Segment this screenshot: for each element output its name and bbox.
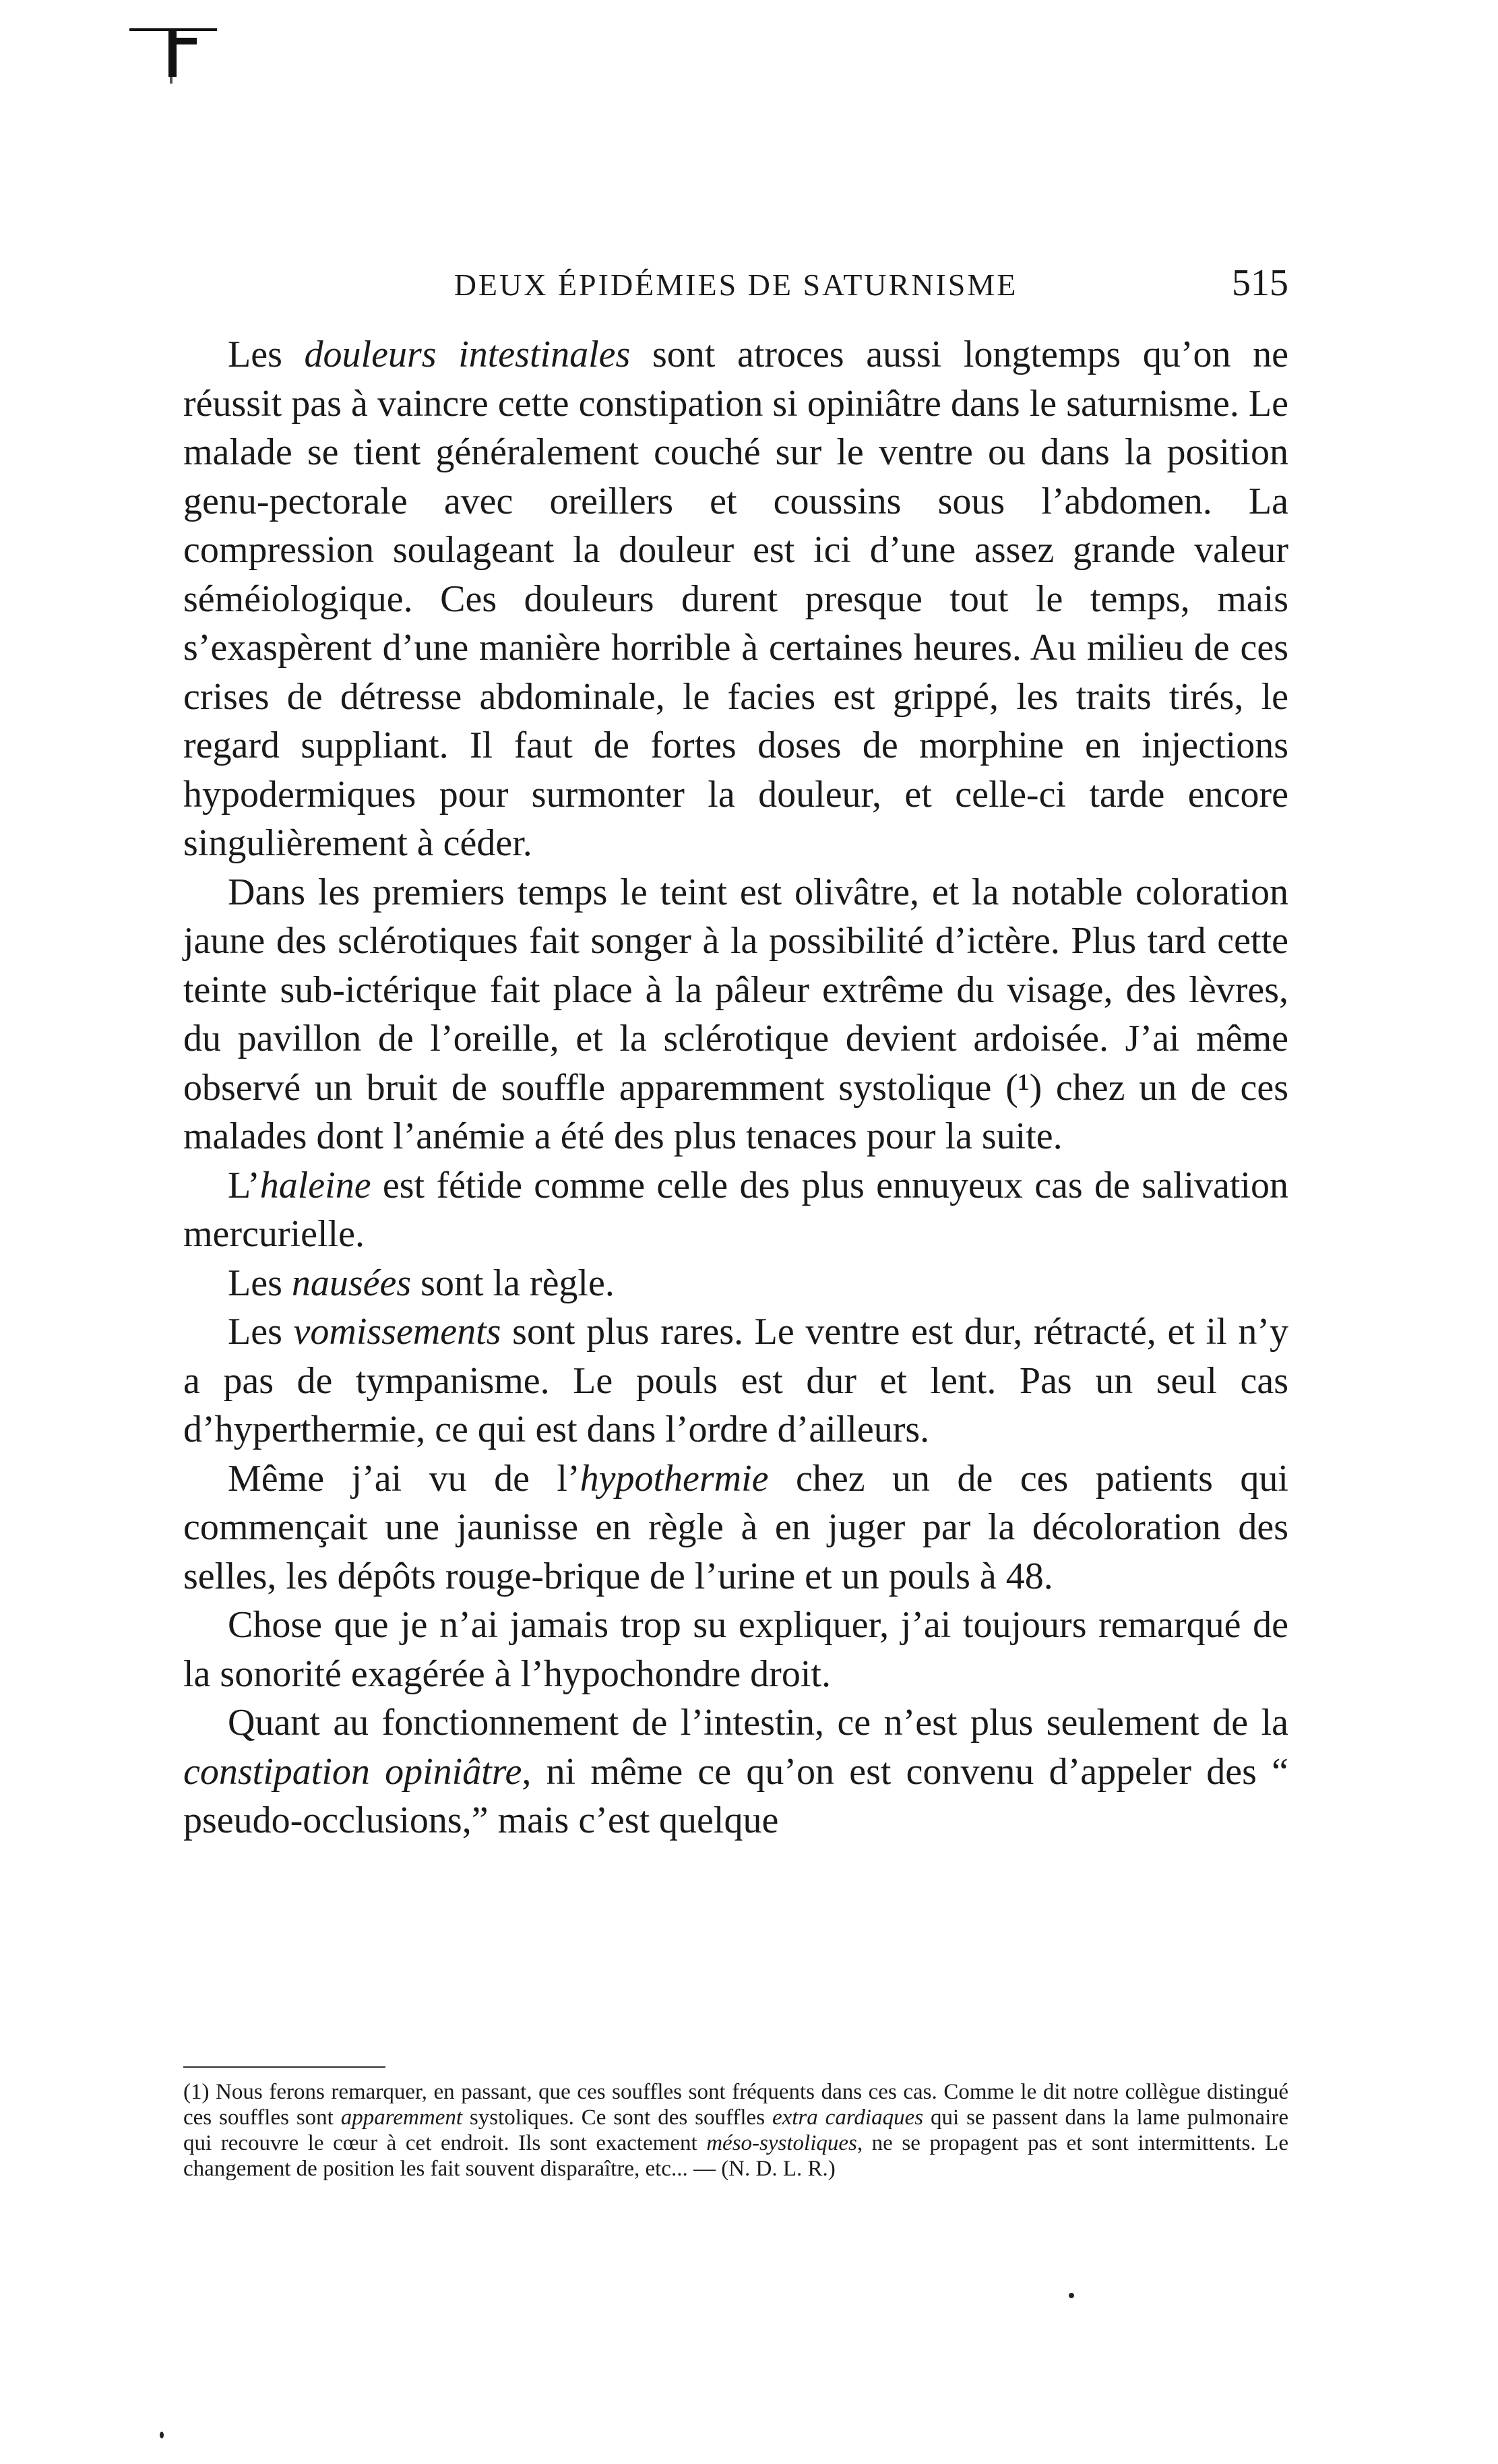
footnote (183, 2079, 1288, 2182)
paragraph (183, 1601, 1288, 1698)
scan-corner-mark (129, 15, 224, 89)
page-number: 515 (1232, 262, 1288, 304)
paragraph (183, 330, 1288, 868)
paragraph (183, 1454, 1288, 1601)
text-run: est fétide comme celle des plus ennuyeux cas de salivation mercurielle. (183, 1164, 1288, 1255)
text-run: sont atroces aussi longtemps qu’on ne réussit pas à vaincre cette constipation si opiniâtre dans le saturnisme. Le malade se tient généralement couché sur le ventre ou dans la position genu-pectorale avec oreillers et coussins sous l’abdomen. La compression soulageant la douleur est ici d’une assez grande valeur séméiologique. Ces douleurs durent presque tout le temps, mais s’exaspèrent d’une manière horrible à certaines heures. Au milieu de ces crises de détresse abdominale, le facies est grippé, les traits tirés, le regard suppliant. Il faut de fortes doses de morphine en injections hypodermiques pour surmonter la douleur, et celle-ci tarde encore singulièrement à céder. (183, 334, 1289, 864)
paragraph (183, 868, 1288, 1161)
italic-run: vomissements (293, 1311, 501, 1353)
text-run: Même j’ai vu de l’ (228, 1457, 580, 1500)
scan-speck (160, 2432, 164, 2438)
italic-run: hypothermie (580, 1457, 769, 1500)
page-header (183, 261, 1288, 315)
text-run: Les (228, 334, 305, 375)
italic-run: haleine (259, 1164, 371, 1206)
italic-run: extra cardiaques (772, 2105, 924, 2130)
text-run: sont plus rares. Le ventre est dur, rétracté, et il n’y a pas de tympanisme. Le pouls est dur et lent. Pas un seul cas d’hyperthermie, ce qui est dans l’ordre d’ailleurs. (183, 1311, 1288, 1450)
scan-speck (1069, 2293, 1074, 2298)
running-title: DEUX ÉPIDÉMIES DE SATURNISME (454, 268, 1018, 302)
paragraph (183, 1698, 1288, 1845)
italic-run: douleurs intestinales (304, 334, 631, 375)
text-run: L’ (228, 1164, 260, 1206)
paragraph (183, 1259, 1288, 1308)
text-run: , ni même ce qu’on est convenu d’appeler des “ pseudo-occlusions,” mais c’est quelque (183, 1750, 1288, 1841)
paragraph (183, 1307, 1288, 1454)
text-run: Les (228, 1262, 292, 1304)
text-run: qui se passent dans la lame pulmonaire qui recouvre le cœur à cet endroit. Ils sont exactement (183, 2105, 1288, 2155)
italic-run: nausées (291, 1262, 412, 1304)
text-run: (1) Nous ferons remarquer, en passant, que ces souffles sont fréquents dans ces cas. Comme le dit notre collègue distingué ces souffles sont (183, 2080, 1288, 2130)
italic-run: méso-systoliques (706, 2131, 857, 2155)
text-run: systoliques. Ce sont des souffles (462, 2105, 772, 2130)
paragraph (183, 1161, 1288, 1259)
text-run: Dans les premiers temps le teint est olivâtre, et la notable coloration jaune des sclérotiques fait songer à la possibilité d’ictère. Plus tard cette teinte sub-ictérique fait place à la pâleur extrême du visage, des lèvres, du pavillon de l’oreille, et la sclérotique devient ardoisée. J’ai même observé un bruit de souffle apparemment systolique (¹) chez un de ces malades dont l’anémie a été des plus tenaces pour la suite. (183, 871, 1288, 1157)
text-run: sont la règle. (411, 1262, 615, 1304)
text-run: Quant au fonctionnement de l’intestin, ce n’est plus seulement de la (228, 1702, 1288, 1744)
footnote-divider (183, 2066, 385, 2068)
text-run: , ne se propagent pas et sont intermittents. Le changement de position les fait souvent disparaître, etc... — (N. D. L. R.) (183, 2131, 1288, 2181)
text-run: Les (228, 1311, 294, 1353)
text-run: Chose que je n’ai jamais trop su expliquer, j’ai toujours remarqué de la sonorité exagérée à l’hypochondre droit. (183, 1604, 1288, 1695)
text-run: chez un de ces patients qui commençait une jaunisse en règle à en juger par la décoloration des selles, les dépôts rouge-brique de l’urine et un pouls à 48. (183, 1457, 1288, 1597)
italic-run: constipation opiniâtre (183, 1750, 522, 1793)
body-text (183, 330, 1288, 1845)
italic-run: apparemment (340, 2105, 463, 2130)
